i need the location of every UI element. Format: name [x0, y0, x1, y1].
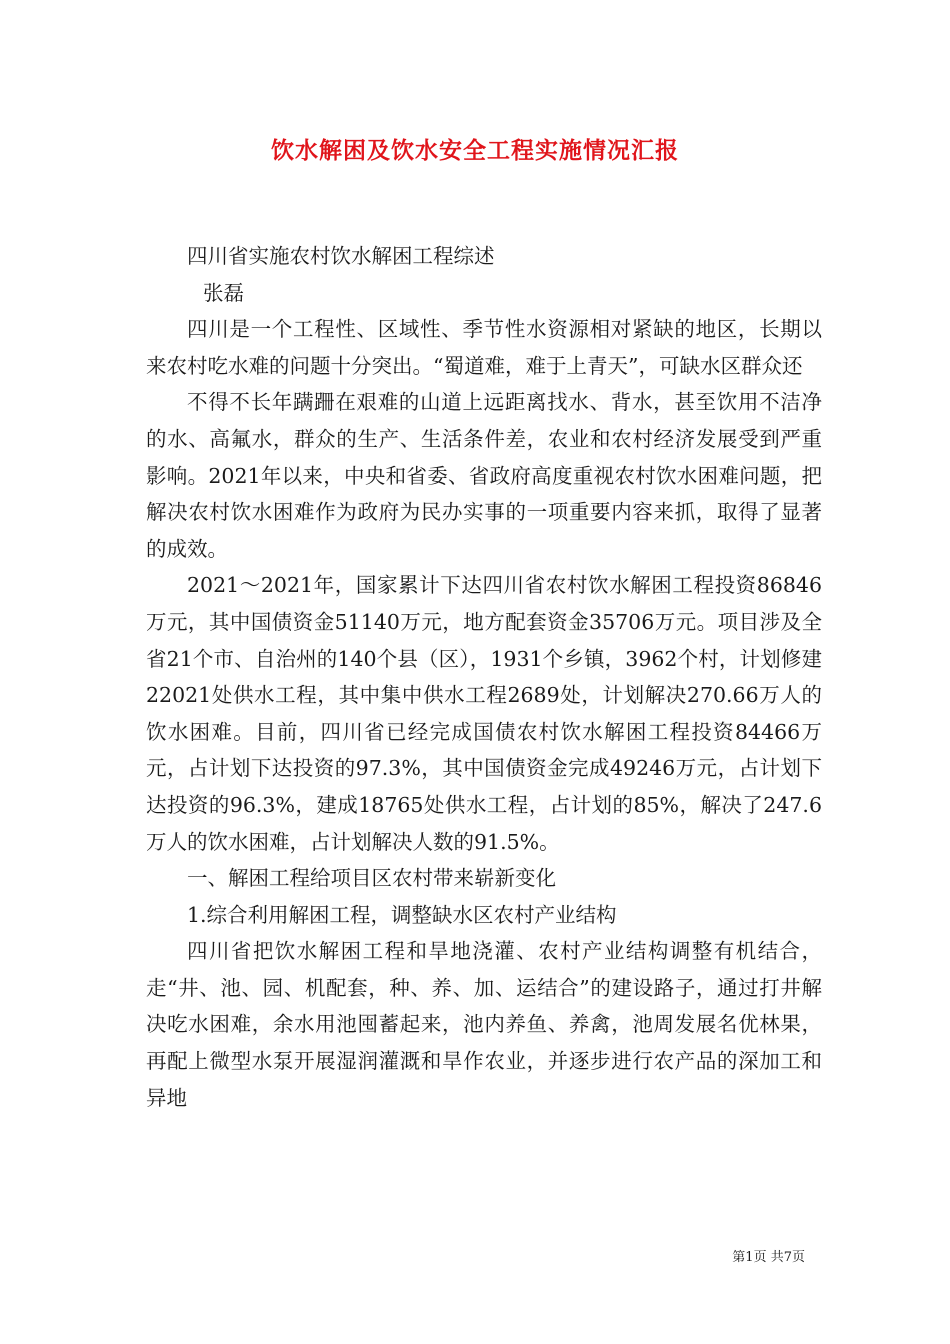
- document-body: [146, 238, 822, 1116]
- paragraph: 四川是一个工程性、区域性、季节性水资源相对紧缺的地区，长期以来农村吃水难的问题十分突出。“蜀道难，难于上青天”，可缺水区群众还: [146, 317, 822, 378]
- paragraph-subtitle: 四川省实施农村饮水解困工程综述: [187, 244, 495, 268]
- page-current: 1: [745, 1250, 754, 1265]
- document-title: 饮水解困及饮水安全工程实施情况汇报: [271, 137, 679, 164]
- subsection-heading: 1.综合利用解困工程，调整缺水区农村产业结构: [187, 902, 617, 927]
- page-prefix: 第: [732, 1250, 746, 1265]
- section-heading: 一、解困工程给项目区农村带来崭新变化: [187, 866, 556, 891]
- paragraph: 四川省把饮水解困工程和旱地浇灌、农村产业结构调整有机结合，走“井、池、园、机配套，种、养、加、运结合”的建设路子，通过打井解决吃水困难，余水用池囤蓄起来，池内养鱼、养禽，池周发展名优林果，再配上微型水泵开展湿润灌溉和旱作农业，并逐步进行农产品的深加工和异地: [146, 939, 822, 1110]
- paragraph: 不得不长年蹒跚在艰难的山道上远距离找水、背水，甚至饮用不洁净的水、高氟水，群众的生产、生活条件差，农业和农村经济发展受到严重影响。2021年以来，中央和省委、省政府高度重视农村饮水困难问题，把解决农村饮水困难作为政府为民办实事的一项重要内容来抓，取得了显著的成效。: [146, 390, 822, 561]
- page-suffix: 页: [791, 1250, 805, 1265]
- page-middle: 页 共: [753, 1250, 784, 1265]
- paragraph-author: 张磊: [203, 280, 244, 305]
- page-number: [732, 1246, 805, 1265]
- page-total: 7: [783, 1250, 792, 1265]
- paragraph: 2021～2021年，国家累计下达四川省农村饮水解困工程投资86846万元，其中国债资金51140万元，地方配套资金35706万元。项目涉及全省21个市、自治州的140个县（区），1931个乡镇，3962个村，计划修建22021处供水工程，其中集中供水工程2689处，计划解决270.66万人的饮水困难。目前，四川省已经完成国债农村饮水解困工程投资84466万元，占计划下达投资的97.3%，其中国债资金完成49246万元，占计划下达投资的96.3%，建成18765处供水工程，占计划的85%，解决了247.6万人的饮水困难，占计划解决人数的91.5%。: [146, 573, 822, 854]
